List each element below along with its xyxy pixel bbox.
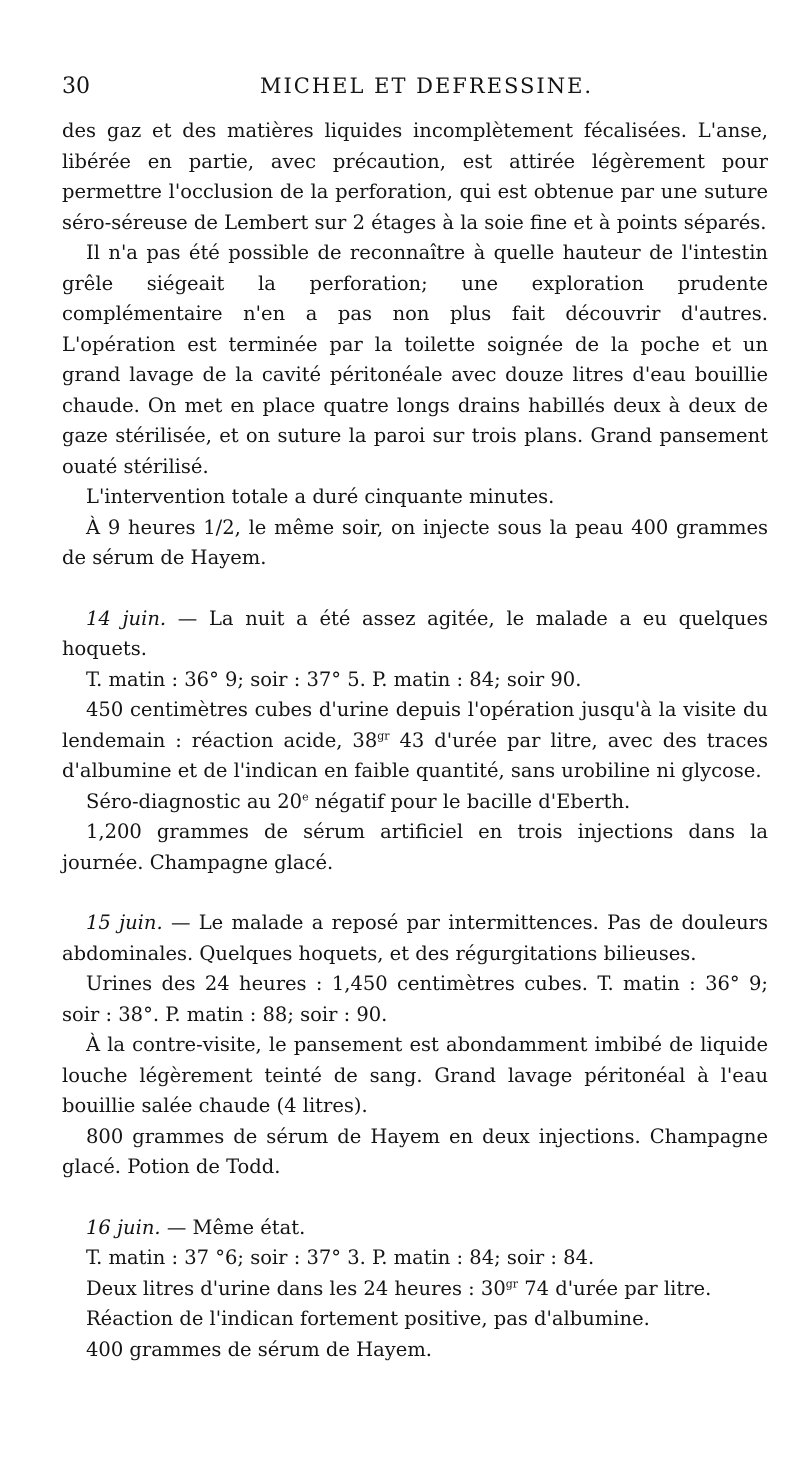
gram-abbrev: gr (505, 1277, 519, 1290)
reaction-june-16: Réaction de l'indican fortement positive, pas d'albumine. (86, 1307, 650, 1330)
entry-text: — La nuit a été assez agitée, le malade a eu quelques hoquets. (62, 606, 768, 660)
urine-june-14 (62, 695, 768, 787)
paragraph-suture: des gaz et des matières liquides incomplètement fécalisées. L'anse, libérée en partie, avec précaution, est attirée légèrement pour permettre l'occlusion de la perforation, qui est obtenue par une suture séro-séreuse de Lembert sur 2 étages à la soie fine et à points séparés. (62, 119, 768, 234)
vitals-june-16: T. matin : 37 °6; soir : 37° 3. P. matin : 84; soir : 84. (86, 1246, 595, 1269)
entry-text: — Même état. (160, 1215, 306, 1239)
paragraph-duration: L'intervention totale a duré cinquante minutes. (86, 485, 555, 508)
urine-text-start: Deux litres d'urine dans les 24 heures : 30 (86, 1276, 506, 1300)
entry-june-16 (62, 1213, 768, 1244)
ordinal-sup: e (302, 790, 309, 803)
vitals-june-14: T. matin : 36° 9; soir : 37° 5. P. matin : 84; soir 90. (86, 667, 582, 691)
entry-date: 14 juin. (86, 606, 167, 630)
page-header (62, 74, 768, 108)
serum-june-16: 400 grammes de sérum de Hayem. (86, 1337, 433, 1361)
sero-text-end: négatif pour le bacille d'Eberth. (308, 789, 631, 813)
serodiagnostic-june-14 (62, 787, 768, 818)
entry-june-15 (62, 908, 768, 969)
urine-text-end: 43 d'urée par litre, avec des traces d'albumine et de l'indican en faible quantité, sans urobiline ni glycose. (62, 728, 768, 782)
entry-date: 15 juin. (86, 911, 163, 934)
entry-june-14 (62, 604, 768, 665)
running-head: MICHEL ET DEFRESSINE. (260, 74, 594, 98)
page-number: 30 (62, 74, 90, 99)
urine-text-start: 450 centimètres cubes d'urine depuis l'opération jusqu'à la visite du lendemain : réaction acide, 38 (62, 698, 768, 752)
urine-june-15: Urines des 24 heures : 1,450 centimètres cubes. T. matin : 36° 9; soir : 38°. P. matin : 88; soir : 90. (62, 972, 768, 1026)
serum-june-14: 1,200 grammes de sérum artificiel en trois injections dans la journée. Champagne glacé. (62, 820, 768, 874)
urine-june-16 (62, 1274, 768, 1305)
entry-date: 16 juin. (86, 1215, 161, 1239)
contre-visite-june-15: À la contre-visite, le pansement est abondamment imbibé de liquide louche légèrement teinté de sang. Grand lavage péritonéal à l'eau bouillie salée chaude (4 litres). (62, 1033, 768, 1117)
entry-text: — Le malade a reposé par intermittences. Pas de douleurs abdominales. Quelques hoquets, et des régurgitations bilieuses. (62, 911, 768, 965)
sero-text-start: Séro-diagnostic au 20 (86, 789, 303, 813)
document-page (62, 74, 768, 1365)
serum-june-15: 800 grammes de sérum de Hayem en deux injections. Champagne glacé. Potion de Todd. (62, 1124, 768, 1178)
gram-abbrev: gr (377, 729, 390, 742)
paragraph-exploration: Il n'a pas été possible de reconnaître à quelle hauteur de l'intestin grêle siégeait la perforation; une exploration prudente complémentaire n'en a pas non plus fait découvrir d'autres. L'opération est terminée par la toilette soignée de la poche et un grand lavage de la cavité péritonéale avec douze litres d'eau bouillie chaude. On met en place quatre longs drains habillés deux à deux de gaze stérilisée, et on suture la paroi sur trois plans. Grand pansement ouaté stérilisé. (62, 241, 768, 478)
urine-text-end: 74 d'urée par litre. (518, 1276, 712, 1300)
paragraph-evening-injection: À 9 heures 1/2, le même soir, on injecte sous la peau 400 grammes de sérum de Hayem. (62, 515, 768, 569)
